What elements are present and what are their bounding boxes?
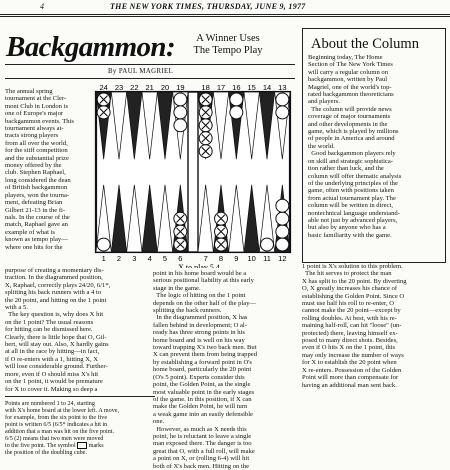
text-line: basic familiarity with the game. [308, 231, 392, 239]
text-line: of people in America and around [308, 135, 395, 143]
text-line: depends on the other half of the play— [153, 299, 257, 307]
text-line: match, Raphael gave an [5, 221, 68, 229]
text-line: the 20 point, and hitting on the 1 point [5, 296, 107, 304]
text-line: backgammon, written by Paul [308, 76, 388, 84]
diagram-caption: X to play 5,4 [178, 263, 220, 268]
masthead: THE NEW YORK TIMES, THURSDAY, JUNE 9, 1977 [110, 2, 306, 11]
caption-line: point is written 6/5 (6/5* indicates a hit in [5, 421, 108, 428]
point-number: 21 [145, 83, 154, 92]
article-subtitle [178, 33, 278, 57]
about-title: About the Column [311, 36, 419, 52]
point-number: 17 [216, 83, 226, 92]
text-line: The hit serves to protect the man [302, 270, 392, 278]
text-line: for X to establish the 20 point when [302, 359, 397, 367]
text-line: able not just by advanced players, [308, 216, 398, 224]
text-line: and other developments in the [308, 120, 388, 128]
text-line: X, Raphael, correctly plays 24/20, 6/1*, [5, 281, 111, 289]
text-line: protected) there, leaving himself ex- [302, 329, 398, 337]
text-line: with a 5. [5, 304, 28, 312]
text-line: on the 1 point, it would be premature [5, 378, 103, 386]
text-line: ready has three strong points in his [153, 329, 245, 337]
o-checker [230, 93, 243, 106]
text-line: X can prevent them from being trapped [153, 351, 257, 359]
text-line: 1 point is X's solution to this problem. [302, 263, 403, 270]
text-line: bert, will stay out. Also, X hardly gains [5, 341, 109, 349]
text-line: purpose of creating a momentary dis- [5, 267, 104, 274]
o-checker [276, 212, 289, 225]
point-number: 9 [234, 254, 239, 263]
text-line: ment, defeating Brian [5, 199, 63, 207]
text-line: tournament always at- [5, 125, 64, 133]
text-line: most valuable point in the early stages [153, 388, 255, 396]
text-line: if O re-enters with a 1, hitting X, X [5, 355, 99, 363]
point-number: 16 [232, 83, 241, 92]
text-line: nals. In the course of the [5, 213, 70, 221]
text-line: known as tempo play— [5, 236, 68, 244]
text-line: a weak game into an easily defensible [153, 410, 253, 418]
text-line: tournament at the Cler- [5, 95, 67, 103]
article-column-2 [153, 270, 298, 470]
point-number: 11 [263, 254, 271, 263]
point-number: 2 [116, 254, 122, 263]
text-line: man exposed there. The danger is too [153, 440, 252, 448]
backgammon-diagram [88, 82, 298, 268]
text-line: club. Stephen Raphael, [5, 169, 66, 177]
header-rule [0, 14, 450, 15]
caption-line: 6/5 (2) means that two men were moved [5, 435, 104, 442]
o-checker [261, 238, 274, 251]
text-line: cannot make the 20 point—except by [302, 307, 401, 315]
text-line: of the underlying principles of the [308, 179, 398, 187]
text-line: from all over the world, [5, 139, 68, 147]
article-column-3 [302, 263, 444, 389]
o-checker [174, 106, 187, 119]
caption-text: to the five point. The symbol [5, 443, 76, 450]
text-line: for the stiff competition [5, 147, 68, 155]
text-line: The column will provide news [308, 105, 392, 113]
text-line: Gilbert 21-13 in the fi- [5, 206, 66, 214]
text-line: point, the Golden Point, as the single [153, 381, 251, 389]
text-line: on the 1 point? The usual reasons [5, 318, 94, 326]
text-line: point in his home board would be a [153, 270, 247, 277]
byline-rule [5, 78, 295, 79]
text-line: Magriel, one of the world's top- [308, 83, 392, 91]
text-line: where one hits for the [5, 243, 63, 251]
text-line: (O's 5 point). Experts consider this [153, 373, 245, 381]
text-line: may only increase the number of ways [302, 351, 404, 359]
point-number: 23 [114, 83, 124, 92]
page-number: 4 [40, 2, 45, 11]
text-line: but also by anyone who has a [308, 224, 386, 232]
text-line: tion rather than luck, and the [308, 165, 384, 173]
text-line: will lose considerable ground. Further- [5, 363, 108, 371]
text-line: one. [153, 418, 165, 426]
text-line: point, he is reluctant to leave a single [153, 432, 252, 440]
caption-line: addition that a man was hit on the five point. [5, 428, 114, 435]
text-line: and players. [308, 98, 340, 106]
text-line: establishing the Golden Point. Since O [302, 292, 405, 300]
text-line: by establishing a forward point in O's [153, 358, 252, 366]
text-line: fallen behind in development; O al- [153, 321, 247, 329]
text-line: X has split to the 20 point. By diverting [302, 277, 407, 285]
text-line: O, X greatly increases his chance of [302, 285, 398, 293]
point-number: 7 [203, 254, 208, 263]
point-number: 8 [218, 254, 224, 263]
o-checker [276, 225, 289, 238]
point-number: 1 [101, 254, 106, 263]
caption-text: marks [88, 443, 104, 450]
o-checker [276, 238, 289, 251]
point-number: 12 [278, 254, 287, 263]
text-line: money offered by the [5, 162, 62, 170]
text-line: for hitting can be dismissed here. [5, 326, 93, 334]
text-line: Point will more than compensate for [302, 374, 399, 382]
text-line: for X to cover it. Making so deep a [5, 385, 98, 393]
text-line: example of what is [5, 228, 55, 236]
text-line: The key question is, why does X hit [5, 311, 104, 319]
article-title: Backgammon: [6, 31, 176, 63]
text-line: at all in the race by hitting—in fact, [5, 348, 100, 356]
text-line: traction. In the diagrammed position, [5, 274, 103, 282]
text-line: will carry a regular column on [308, 68, 389, 76]
point-number: 19 [176, 83, 185, 92]
o-checker [276, 93, 289, 106]
text-line: one of Europe's major [5, 110, 64, 118]
o-checker [230, 106, 243, 119]
text-line: mont Club in London is [5, 102, 69, 110]
point-number: 3 [132, 254, 137, 263]
text-line: more, even if O should miss X's hit [5, 370, 99, 378]
text-line: the world. [308, 142, 335, 150]
o-checker [174, 119, 187, 132]
text-line: rated backgammon theoreticians [308, 91, 394, 99]
text-line: of British backgammon [5, 184, 68, 192]
text-line: game, which is played by millions [308, 128, 399, 136]
about-body [308, 54, 440, 239]
text-line: nontechnical language understand- [308, 209, 400, 217]
caption-line: Points are numbered 1 to 24, starting [5, 401, 95, 407]
text-line: Section of The New York Times [308, 61, 393, 69]
text-line: The logic of hitting on the 1 point [153, 292, 246, 300]
text-line: home board, particularly the 20 point [153, 366, 252, 374]
text-line: on skill and strategic sophistica- [308, 157, 393, 165]
header-rule-2 [0, 16, 450, 17]
text-line: coverage of major tournaments [308, 113, 391, 121]
caption-line: with X's home board at the lower left. A move, [5, 407, 119, 414]
text-line: posed to many direct shots. Besides, [302, 337, 398, 345]
point-number: 18 [201, 83, 210, 92]
text-line: must use half his roll to re-enter, O [302, 300, 395, 308]
title-rule [5, 64, 295, 65]
o-checker [174, 93, 187, 106]
text-line: having an additional man sent back. [302, 381, 397, 389]
point-number: 13 [278, 83, 287, 92]
text-line: make the Golden Point, he will turn [153, 403, 248, 411]
text-line: long considered the dean [5, 176, 71, 184]
text-line: players, won the tourna- [5, 191, 70, 199]
point-number: 14 [262, 83, 272, 92]
doubling-cube-icon [77, 442, 87, 449]
text-line: Good backgammon players rely [308, 150, 396, 158]
text-line: column will offer thematic analysis [308, 172, 402, 180]
text-line: splitting his back runners with a 4 to [5, 289, 102, 297]
o-checker [276, 106, 289, 119]
text-line: stage in the game. [153, 284, 201, 292]
text-line: In the diagrammed position, X has [153, 314, 248, 322]
text-line: home board and is well on his way [153, 336, 245, 344]
byline: By PAUL MAGRIEL [108, 68, 174, 75]
text-line: of the game. In this position, if X can [153, 395, 252, 403]
article-column-1 [5, 267, 150, 393]
text-line: great that O, with a full roll, will make [153, 447, 255, 455]
text-line: backgammon events. This [5, 117, 74, 125]
point-number: 15 [247, 83, 256, 92]
subtitle-line-1: A Winner Uses [196, 33, 260, 44]
text-line: maining half-roll, can hit "loose" (un- [302, 322, 402, 330]
text-line: serious positional liability at this early [153, 277, 254, 285]
board-svg [88, 82, 298, 268]
text-line: and the substantial prize [5, 154, 69, 162]
text-line: column will be written in direct, [308, 202, 393, 210]
text-line: tracts strong players [5, 132, 59, 140]
point-number: 10 [247, 254, 256, 263]
text-line: rolling doubles. At best, with his re- [302, 314, 397, 322]
caption-rule [5, 396, 155, 397]
point-number: 4 [147, 254, 152, 263]
point-number: 6 [178, 254, 183, 263]
text-line: a point on X, or (rolling 6-4) will hit [153, 455, 250, 463]
point-number: 24 [99, 83, 108, 92]
text-line: splitting the back runners. [153, 307, 222, 315]
text-line: Clearly, there is little hope that O, Gil- [5, 333, 107, 341]
caption-line: for example, from the six point to the five [5, 414, 108, 421]
text-line: game, often with positions taken [308, 187, 394, 195]
text-line: toward trapping X's two back men. But [153, 344, 257, 352]
board-caption [5, 401, 155, 457]
text-line: both of X's back men. Hitting on the [153, 462, 250, 470]
point-number: 5 [162, 254, 168, 263]
o-checker [276, 199, 289, 212]
text-line: even if O hits X on the 1 point, this [302, 344, 396, 352]
text-line: The annual spring [5, 88, 53, 95]
text-line: from actual tournament play. The [308, 194, 396, 202]
point-number: 20 [160, 83, 170, 92]
point-number: 22 [130, 83, 139, 92]
text-line: X re-enters. Possession of the Golden [302, 366, 402, 374]
board-bar [188, 92, 198, 252]
caption-line: the position of the doubling cube. [5, 450, 87, 457]
text-line: Beginning today, The Home [308, 54, 383, 61]
subtitle-line-2: The Tempo Play [193, 45, 263, 56]
o-checker [97, 238, 110, 251]
article-intro [5, 88, 85, 251]
text-line: However, as much as X needs this [153, 425, 247, 433]
